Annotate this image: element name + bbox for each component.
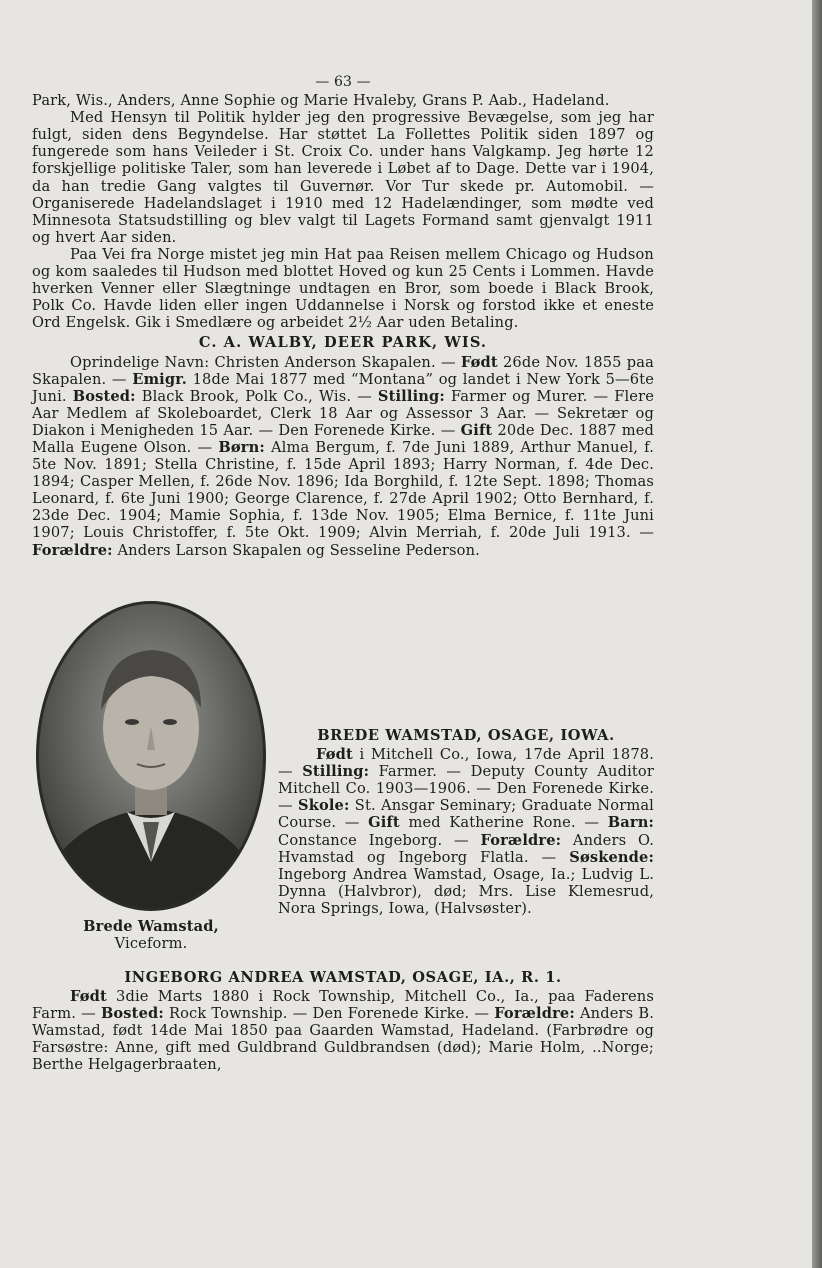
text-run: Alma Bergum, f. 7de Juni 1889, Arthur Manuel, f. 5te Nov. 1891; Stella Christine, f. 15de April 1893; Harry Norman, f. 4de Dec. 1894; Casper Mellen, f. 26de Nov. 1896; Ida Borghild, f. 12te Sept. 1898; Thomas Leonard, f. 6te Juni 1900; George Clarence, f. 27de April 1902; Otto Bernhard, f. 23de Dec. 1904; Mamie Sophia, f. 13de Nov. 1905; Elma Bernice, f. 11te Juni 1907; Louis Christoffer, f. 5te Okt. 1909; Alvin Merriah, f. 20de Juli 1913. —	[32, 438, 654, 542]
page-edge-shadow	[812, 0, 822, 1268]
portrait-photo	[35, 600, 267, 912]
label-occupation: Stilling:	[377, 387, 445, 405]
label-residence: Bosted:	[72, 387, 136, 405]
text-run: Constance Ingeborg. —	[278, 831, 481, 849]
label-born: Født	[460, 353, 498, 371]
text-run: med Katherine Rone. —	[399, 814, 608, 832]
text-run: i Mitchell Co., Iowa, 17de April 1878. —	[278, 746, 654, 781]
caption-name: Brede Wamstad,	[83, 918, 219, 936]
ingeborg-heading: INGEBORG ANDREA WAMSTAD, OSAGE, IA., R. 1.	[124, 969, 562, 986]
label-parents: Forældre:	[32, 541, 113, 559]
label-child: Barn:	[607, 814, 654, 832]
text-run: Ingeborg Andrea Wamstad, Osage, Ia.; Ludvig L. Dynna (Halvbror), død; Mrs. Lise Klemesrud, Nora Springs, Iowa, (Halvsøster).	[278, 865, 654, 917]
label-born: Født	[70, 988, 107, 1006]
portrait-figure	[32, 600, 270, 970]
label-occupation: Stilling:	[302, 763, 370, 781]
wamstad-text	[278, 596, 654, 917]
walby-entry	[32, 354, 654, 559]
wamstad-entry	[278, 746, 654, 917]
label-born: Født	[316, 746, 353, 764]
caption-subtitle: Viceform.	[114, 935, 188, 953]
text-run: Farmer. — Deputy County Auditor Mitchell Co. 1903—1906. — Den Forenede Kirke. —	[278, 763, 654, 815]
label-siblings: Søskende:	[569, 848, 654, 866]
label-parents: Forældre:	[480, 831, 562, 849]
intro-paragraph-2: Med Hensyn til Politik hylder jeg den progressive Bevægelse, som jeg har fulgt, siden dens Begyndelse. Har støttet La Follettes Politik siden 1897 og fungerede som hans Veileder i St. Croix Co. under hans Valgkamp. Jeg hørte 12 forskjellige politiske Taler, som han leverede i Løbet af to Dage. Dette var i 1904, da han tredie Gang valgtes til Guvernør. Vor Tur skede pr. Automobil. — Organiserede Hadelandslaget i 1910 med 12 Hadelændinger, som mødte ved Minnesota Statsudstilling og blev valgt til Lagets Formand samt gjenvalgt 1911 og hvert Aar siden.	[32, 109, 654, 246]
text-run: 3die Marts 1880 i Rock Township, Mitchell Co., Ia., paa Faderens Farm. —	[32, 988, 654, 1023]
text-run: Anders B. Wamstad, født 14de Mai 1850 paa Gaarden Wamstad, Hadeland. (Farbrødre og Farsøstre: Anne, gift med Guldbrand Guldbrandsen (død); Marie Holm, ..Norge; Berthe Helgagerbraaten,	[32, 1005, 654, 1074]
text-column	[32, 74, 654, 559]
intro-paragraph-1: Park, Wis., Anders, Anne Sophie og Marie Hvaleby, Grans P. Aab., Hadeland.	[32, 92, 610, 110]
ingeborg-entry	[32, 988, 654, 1073]
page-number: — 63 —	[315, 74, 371, 90]
text-run: 20de Dec. 1887 med Malla Eugene Olson. —	[32, 421, 654, 456]
label-school: Skole:	[298, 797, 350, 815]
label-emigrated: Emigr.	[132, 370, 187, 388]
text-run: Farmer og Murer. — Flere Aar Medlem af Skoleboardet, Clerk 18 Aar og Assessor 3 Aar. — Sekretær og Diakon i Menigheden 15 Aar. — Den Forenede Kirke. —	[32, 387, 654, 439]
label-parents: Forældre:	[494, 1005, 575, 1023]
label-married: Gift	[460, 421, 493, 439]
label-children: Børn:	[218, 438, 265, 456]
wamstad-heading: BREDE WAMSTAD, OSAGE, IOWA.	[317, 727, 615, 744]
text-run: Anders Larson Skapalen og Sesseline Pederson.	[112, 541, 480, 559]
label-married: Gift	[368, 814, 400, 832]
text-run: Rock Township. — Den Forenede Kirke. —	[163, 1005, 495, 1023]
text-run: St. Ansgar Seminary; Graduate Normal Course. —	[278, 797, 654, 832]
wamstad-section	[32, 596, 654, 970]
text-run: 26de Nov. 1855 paa Skapalen. —	[32, 353, 654, 388]
walby-heading: C. A. WALBY, DEER PARK, WIS.	[198, 334, 488, 352]
text-run: Black Brook, Polk Co., Wis. —	[135, 387, 378, 405]
text-run: Anders O. Hvamstad og Ingeborg Flatla. —	[278, 831, 654, 866]
portrait-caption	[32, 918, 270, 952]
text-run: Oprindelige Navn: Christen Anderson Skapalen. —	[70, 353, 461, 371]
label-residence: Bosted:	[100, 1005, 164, 1023]
ingeborg-section	[32, 966, 654, 1074]
intro-paragraph-3: Paa Vei fra Norge mistet jeg min Hat paa Reisen mellem Chicago og Hudson og kom saaledes til Hudson med blottet Hoved og kun 25 Cents i Lommen. Havde hverken Venner eller Slægtninge undtagen en Bror, som boede i Black Brook, Polk Co. Havde liden eller ingen Uddannelse i Norsk og forstod ikke et eneste Ord Engelsk. Gik i Smedlære og arbeidet 2½ Aar uden Betaling.	[32, 245, 654, 332]
spacer	[278, 596, 654, 724]
text-run: 18de Mai 1877 med “Montana” og landet i New York 5—6te Juni.	[32, 370, 654, 405]
